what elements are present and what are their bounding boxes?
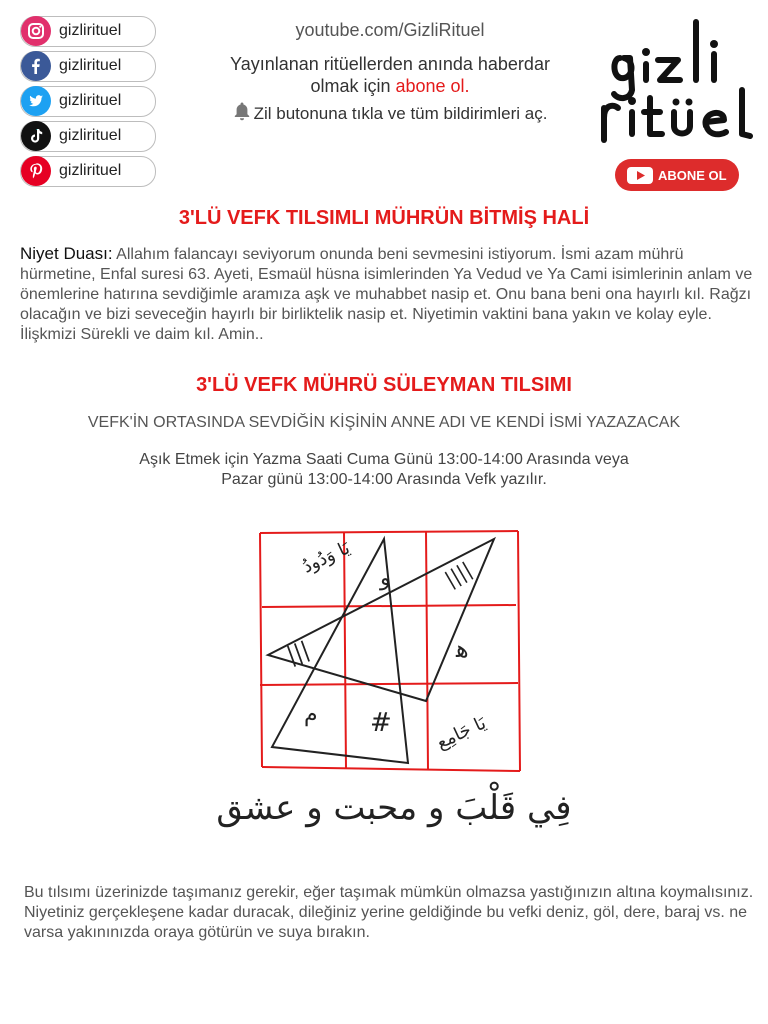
vefk-cell-bottom-right: يَا جَامِع — [433, 712, 490, 754]
title-finished-seal: 3'LÜ VEFK TILSIMLI MÜHRÜN BİTMİŞ HALİ — [178, 207, 590, 229]
bell-line — [180, 101, 600, 126]
social-handle: gizlirituel — [59, 22, 122, 39]
vefk-seal — [250, 525, 530, 785]
vefk-instruction: VEFK'İN ORTASINDA SEVDİĞİN KİŞİNİN ANNE ADI VE KENDİ İSMİ YAZAZACAK — [87, 414, 681, 431]
footer-instructions: Bu tılsımı üzerinizde taşımanız gerekir, eğer taşımak mümkün olmazsa yastığınızın altına koymalısınız. Niyetiniz gerçekleşene kadar duracak, dileğiniz yerine geldiğinde bu vefki deniz, göl, dere, baraj vs. ne varsa yakınınızda oraya götürün ve suya bırakın. — [24, 884, 754, 941]
niyet-text: Allahım falancayı seviyorum onunda beni sevmesini istiyorum. İsmi azam mührü hürmetine, Enfal suresi 63. Ayeti, Esmaül hüsna isimlerinden Ya Vedud ve Ya Cami isimlerinin anlam ve önemlerine hatırına sevdiğimle aramıza aşk ve muhabbet nasip et. Onu bana beni ona hayırlı kıl. Rağzı olacağın ve bizi seveceğin hayırlı bir birliktelik nasip et. Niyetimin vaktini bana yakın ve kolay eyle. İlişkmizi Sürekli ve daim kıl. Amin.. — [20, 246, 753, 343]
title-suleyman: 3'LÜ VEFK MÜHRÜ SÜLEYMAN TILSIMI — [196, 374, 572, 396]
social-link-instagram[interactable] — [20, 16, 156, 47]
gizli-rituel-logo — [590, 8, 760, 148]
social-handle: gizlirituel — [59, 92, 122, 109]
social-handle: gizlirituel — [59, 57, 122, 74]
vefk-cell-bottom-left: م — [304, 702, 318, 727]
bell-icon — [233, 101, 251, 126]
subscribe-link[interactable]: abone ol. — [395, 76, 470, 96]
instagram-icon — [21, 16, 51, 46]
niyet-label: Niyet Duası: — [20, 244, 113, 263]
subscribe-line-2 — [180, 75, 600, 97]
tiktok-icon — [21, 121, 51, 151]
social-handle: gizlirituel — [59, 162, 122, 179]
niyet-duasi — [20, 244, 754, 345]
vefk-cell-top-center: و — [380, 566, 391, 591]
youtube-icon — [627, 167, 653, 187]
vefk-cell-mid-left: ||| — [283, 637, 313, 669]
writing-times-line-2: Pazar günü 13:00-14:00 Arasında Vefk yazılır. — [221, 471, 547, 488]
subscribe-info — [180, 20, 600, 126]
twitter-icon — [21, 86, 51, 116]
writing-times-line-1: Aşık Etmek için Yazma Saati Cuma Günü 13:00-14:00 Arasında veya — [139, 451, 629, 468]
vefk-cell-top-left: يَا وَدُودُ — [299, 537, 354, 578]
social-link-twitter[interactable] — [20, 86, 156, 117]
social-link-pinterest[interactable] — [20, 156, 156, 187]
vefk-cell-bottom-center: # — [370, 708, 392, 738]
subscribe-line-1: Yayınlanan ritüellerden anında haberdar — [230, 54, 550, 74]
youtube-url[interactable]: youtube.com/GizliRituel — [295, 20, 485, 40]
vefk-cell-mid-right: ﻫ — [456, 635, 469, 663]
subscribe-button-label: ABONE OL — [658, 168, 727, 183]
social-handle: gizlirituel — [59, 127, 122, 144]
pinterest-icon — [21, 156, 51, 186]
arabic-phrase: فِي قَلْبَ و محبت و عشق — [216, 788, 572, 828]
writing-times — [0, 450, 768, 490]
vefk-cell-top-right: |||| — [440, 557, 476, 592]
facebook-icon — [21, 51, 51, 81]
social-links — [20, 16, 156, 191]
subscribe-button[interactable] — [615, 159, 739, 191]
social-link-tiktok[interactable] — [20, 121, 156, 152]
subscribe-prefix: olmak için — [310, 76, 396, 96]
social-link-facebook[interactable] — [20, 51, 156, 82]
bell-text: Zil butonuna tıkla ve tüm bildirimleri aç. — [253, 104, 548, 123]
